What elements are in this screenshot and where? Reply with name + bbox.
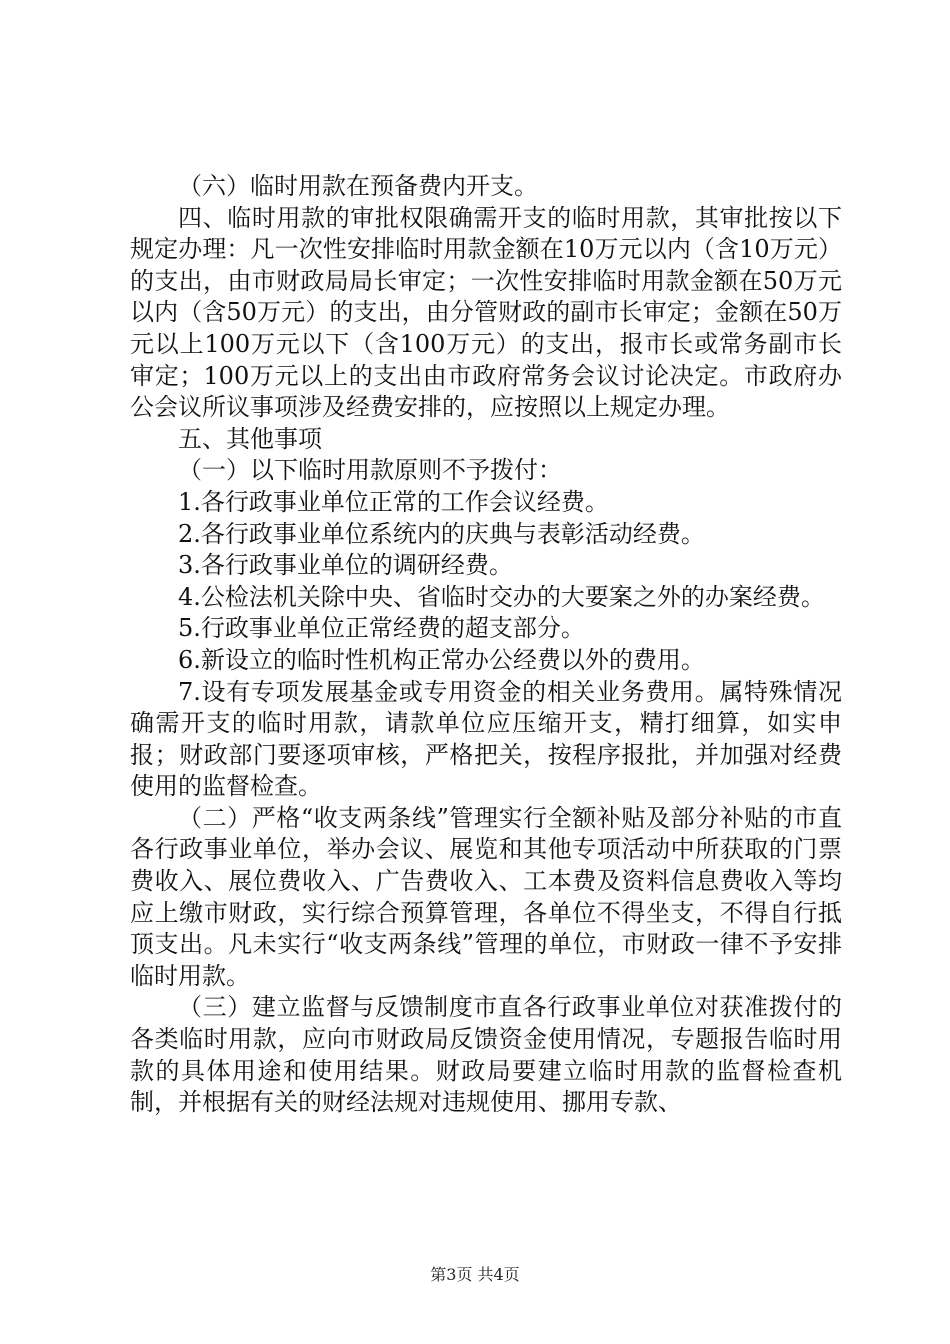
list-item-4: 4.公检法机关除中央、省临时交办的大要案之外的办案经费。 (178, 582, 825, 611)
list-item-2: 2.各行政事业单位系统内的庆典与表彰活动经费。 (178, 519, 705, 548)
paragraph-two-lines-management: （二）严格“收支两条线”管理实行全额补贴及部分补贴的市直各行政事业单位，举办会议、展览和其他专项活动中所获取的门票费收入、展位费收入、广告费收入、工本费及资料信息费收入等均应上缴市财政，实行综合预算管理，各单位不得坐支，不得自行抵顶支出。凡未实行“收支两条线”管理的单位，市财政一律不予安排临时用款。 (130, 803, 842, 990)
paragraph-reserve-fund: （六）临时用款在预备费内开支。 (178, 172, 538, 200)
paragraph-supervision-feedback: （三）建立监督与反馈制度市直各行政事业单位对获准拨付的各类临时用款，应向市财政局反馈资金使用情况，专题报告临时用款的具体用途和使用结果。财政局要建立临时用款的监督检查机制，并根据有关的财经法规对违规使用、挪用专款、 (130, 993, 842, 1117)
list-item-7: 7.设有专项发展基金或专用资金的相关业务费用。属特殊情况确需开支的临时用款，请款单位应压缩开支，精打细算，如实申报；财政部门要逐项审核，严格把关，按程序报批，并加强对经费使用的监督检查。 (130, 677, 842, 801)
paragraph-not-funded-heading: （一）以下临时用款原则不予拨付： (178, 456, 562, 485)
list-item-1: 1.各行政事业单位正常的工作会议经费。 (178, 487, 609, 516)
paragraph-other-matters-heading: 五、其他事项 (178, 424, 322, 453)
paragraph-approval-authority: 四、临时用款的审批权限确需开支的临时用款，其审批按以下规定办理：凡一次性安排临时用款金额在10万元以内（含10万元）的支出，由市财政局局长审定；一次性安排临时用款金额在50万元以内（含50万元）的支出，由分管财政的副市长审定；金额在50万元以上100万元以下（含100万元）的支出，报市长或常务副市长审定；100万元以上的支出由市政府常务会议讨论决定。市政府办公会议所议事项涉及经费安排的，应按照以上规定办理。 (130, 203, 842, 422)
list-item-3: 3.各行政事业单位的调研经费。 (178, 551, 513, 580)
list-item-5: 5.行政事业单位正常经费的超支部分。 (178, 614, 585, 643)
document-body (130, 171, 842, 1119)
list-item-6: 6.新设立的临时性机构正常办公经费以外的费用。 (178, 645, 705, 674)
page-number-footer: 第3页 共4页 (430, 1265, 520, 1284)
